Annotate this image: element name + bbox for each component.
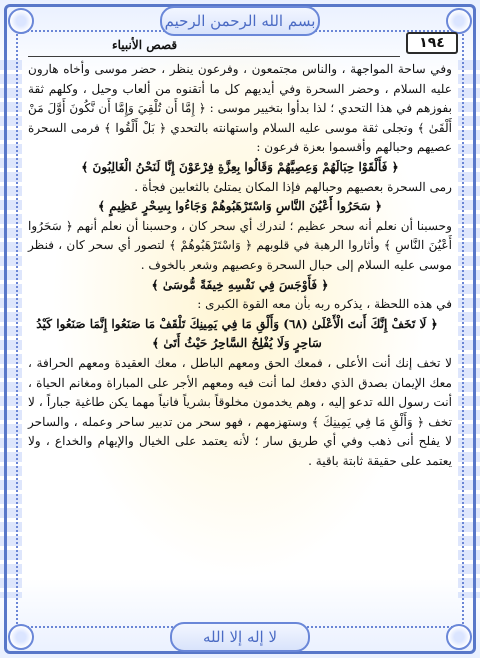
corner-ornament <box>8 8 34 34</box>
bottom-calligraphy-banner <box>170 622 310 652</box>
top-calligraphy-banner <box>160 6 320 36</box>
page-number: ١٩٤ <box>406 32 458 54</box>
page-title: قصص الأنبياء <box>112 38 178 52</box>
corner-ornament <box>446 624 472 650</box>
corner-ornament <box>8 624 34 650</box>
paragraph-1: وفي ساحة المواجهة ، والناس مجتمعون ، وفرعون ينظر ، حضر موسى وأخاه هارون عليه السلام ، وحضر السحرة وفي أيديهم كل ما أتقنوه من ألعاب وحيل ، وكلهم ثقة بفوزهم في هذا التحدي ؛ لذا بدأوا بتخيير موسى : ﴿ إِمَّا أَن تُلْقِيَ وَإِمَّا أَن نَّكُونَ أَوَّلَ مَنْ أَلْقَىٰ ﴾ وتجلى ثقة موسى عليه السلام واستهانته بالتحدي ﴿ بَلْ أَلْقُوا ﴾ فرمى السحرة عصيهم وحبالهم وأقسموا بعزة فرعون : <box>28 62 452 155</box>
top-banner-text: بسم الله الرحمن الرحيم <box>164 12 316 30</box>
quran-verse-2: ﴿ سَحَرُوا أَعْيُنَ النَّاسِ وَاسْتَرْهَبُوهُمْ وَجَاءُوا بِسِحْرٍ عَظِيمٍ ﴾ <box>98 199 382 214</box>
bottom-banner-text: لا إله إلا الله <box>202 628 278 646</box>
quran-verse-1: ﴿ فَأَلْقَوْا حِبَالَهُمْ وَعِصِيَّهُمْ وَقَالُوا بِعِزَّةِ فِرْعَوْنَ إِنَّا لَنَحْنُ الْغَالِبُونَ ﴾ <box>81 159 399 174</box>
page-body-text <box>28 60 452 618</box>
quran-verse-3: ﴿ فَأَوْجَسَ فِي نَفْسِهِ خِيفَةً مُّوسَىٰ ﴾ <box>151 277 329 292</box>
header-divider <box>28 56 400 57</box>
paragraph-5: لا تخف إنك أنت الأعلى ، فمعك الحق ومعهم الباطل ، معك العقيدة ومعهم الحرافة ، معك الإيمان بصدق الذي دفعك لما أنت فيه ومعهم الأجر على المباراة ومغانم الحياة ، أنت رسول الله تدعو إليه ، وهم يخدمون مخلوقاً بشرياً فانياً مهما يكن طاغية جباراً ، لا تخف ﴿ وَأَلْقِ مَا فِي يَمِينِكَ ﴾ وستهزمهم ، فهو سحر من تدبير ساحر وعمله ، والساحر لا يفلح أنى ذهب وفي أي طريق سار ؛ لأنه يعتمد على الخيال والإيهام والخداع ، ولا يعتمد على حقيقة ثابتة باقية . <box>28 355 452 468</box>
quran-verse-4: ﴿ لَا تَخَفْ إِنَّكَ أَنتَ الْأَعْلَىٰ (٦٨) وَأَلْقِ مَا فِي يَمِينِكَ تَلْقَفْ مَا صَنَعُوا إِنَّمَا صَنَعُوا كَيْدُ سَاحِرٍ وَلَا يُفْلِحُ السَّاحِرُ حَيْثُ أَتَىٰ ﴾ <box>36 316 438 351</box>
paragraph-2: رمى السحرة بعصيهم وحبالهم فإذا المكان يمتلئ بالثعابين فجأة . <box>134 179 452 194</box>
corner-ornament <box>446 8 472 34</box>
paragraph-3: وحسبنا أن نعلم أنه سحر عظيم ؛ لندرك أي سحر كان ، وحسبنا أن نعلم أنهم ﴿ سَحَرُوا أَعْيُنَ النَّاسِ ﴾ وأثاروا الرهبة في قلوبهم ﴿ وَاسْتَرْهَبُوهُمْ ﴾ لتصور أي سحر كان ، فنظر موسى عليه السلام إلى حبال السحرة وعصيهم وشعر بالخوف . <box>28 218 452 272</box>
paragraph-4: في هذه اللحظة ، يذكره ربه بأن معه القوة الكبرى : <box>197 297 452 312</box>
